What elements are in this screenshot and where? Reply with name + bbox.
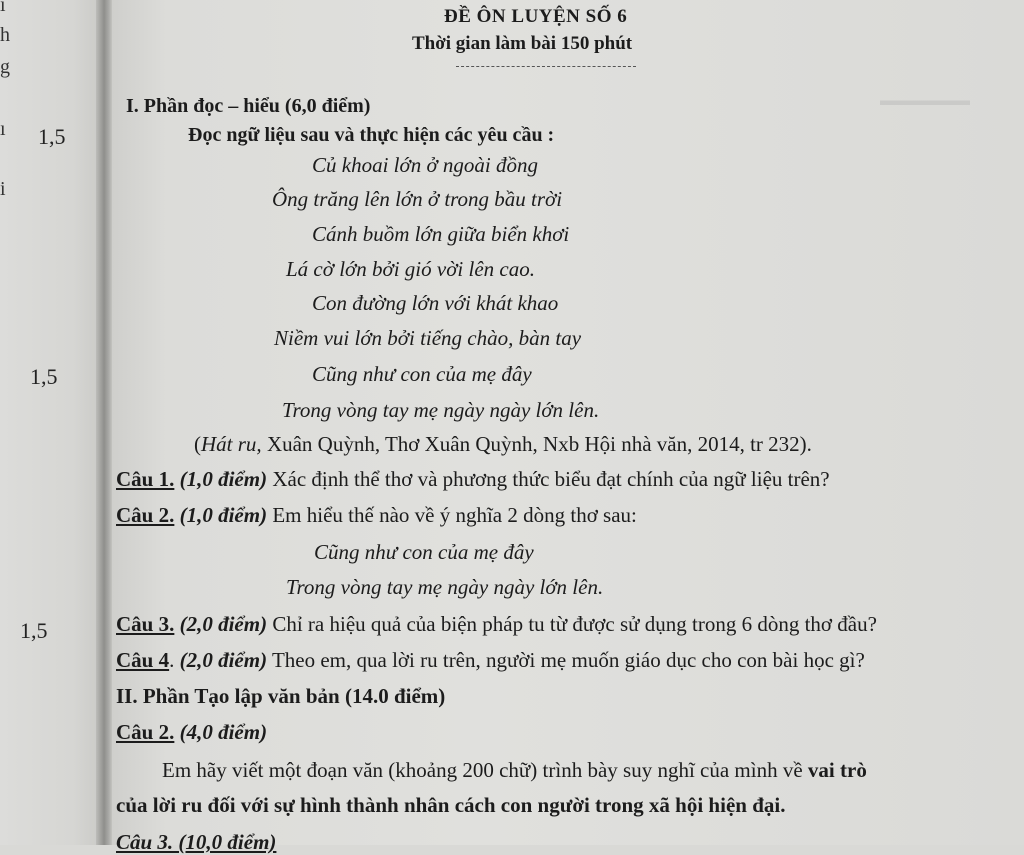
essay-prompt-bold: vai trò bbox=[807, 758, 867, 782]
question-points: (1,0 điểm) bbox=[174, 503, 268, 527]
question-points: (2,0 điểm) bbox=[174, 648, 268, 672]
margin-fragment: ı bbox=[0, 118, 6, 140]
quoted-line: Cũng như con của mẹ đây bbox=[314, 540, 534, 564]
poem-line: Cánh buồm lớn giữa biển khơi bbox=[312, 222, 570, 246]
next-question-partial bbox=[116, 830, 276, 855]
poem-line: Củ khoai lớn ở ngoài đồng bbox=[312, 153, 538, 177]
essay-prompt-text: Em hãy viết một đoạn văn (khoảng 200 chữ) trình bày suy nghĩ của mình về bbox=[162, 758, 808, 782]
title-divider bbox=[456, 66, 636, 67]
section-2-question bbox=[116, 720, 267, 745]
margin-fragment: g bbox=[0, 56, 10, 78]
citation-rest: Xuân Quỳnh, Thơ Xuân Quỳnh, Nxb Hội nhà văn, 2014, tr 232). bbox=[261, 432, 812, 456]
poem-line: Niềm vui lớn bởi tiếng chào, bàn tay bbox=[274, 326, 582, 350]
citation-work: Hát ru, bbox=[201, 432, 262, 456]
question-4 bbox=[116, 648, 865, 673]
margin-score: 1,5 bbox=[38, 124, 66, 149]
question-label: Câu 2. bbox=[116, 503, 175, 527]
question-1 bbox=[116, 467, 830, 492]
question-2 bbox=[116, 503, 637, 528]
question-points: (1,0 điểm) bbox=[174, 467, 268, 491]
margin-score: 1,5 bbox=[20, 618, 48, 643]
exam-subtitle: Thời gian làm bài 150 phút bbox=[412, 33, 633, 54]
citation-open: ( bbox=[194, 432, 201, 456]
exam-title: ĐỀ ÔN LUYỆN SỐ 6 bbox=[444, 6, 628, 27]
question-separator: . bbox=[169, 648, 175, 672]
essay-prompt-line-2: của lời ru đối với sự hình thành nhân cách con người trong xã hội hiện đại. bbox=[116, 793, 786, 817]
poem-line: Con đường lớn với khát khao bbox=[312, 291, 559, 315]
question-text: Em hiểu thế nào về ý nghĩa 2 dòng thơ sau: bbox=[267, 503, 637, 527]
question-points: (4,0 điểm) bbox=[174, 720, 268, 744]
poem-line: Lá cờ lớn bởi gió vời lên cao. bbox=[286, 257, 535, 281]
question-text: Chỉ ra hiệu quả của biện pháp tu từ được sử dụng trong 6 dòng thơ đầu? bbox=[267, 612, 877, 636]
instruction: Đọc ngữ liệu sau và thực hiện các yêu cầu : bbox=[188, 124, 555, 146]
question-text: Theo em, qua lời ru trên, người mẹ muốn giáo dục cho con bài học gì? bbox=[267, 648, 865, 672]
margin-fragment: ı bbox=[0, 0, 6, 16]
question-label: Câu 3. bbox=[116, 612, 175, 636]
quoted-line: Trong vòng tay mẹ ngày ngày lớn lên. bbox=[286, 575, 604, 599]
poem-line: Ông trăng lên lớn ở trong bầu trời bbox=[272, 187, 563, 211]
question-label: Câu 2. bbox=[116, 720, 175, 744]
margin-fragment: i bbox=[0, 178, 6, 200]
section-1-title: I. Phần đọc – hiểu (6,0 điểm) bbox=[126, 95, 371, 117]
question-text: Xác định thể thơ và phương thức biểu đạt chính của ngữ liệu trên? bbox=[267, 467, 830, 491]
question-label: Câu 4 bbox=[116, 648, 170, 672]
citation bbox=[194, 432, 812, 457]
poem-line: Cũng như con của mẹ đây bbox=[312, 362, 532, 386]
margin-score: 1,5 bbox=[30, 364, 58, 389]
question-label: Câu 1. bbox=[116, 467, 175, 491]
section-2-title: II. Phần Tạo lập văn bản (14.0 điểm) bbox=[116, 684, 446, 708]
question-label: Câu 3. (10,0 điểm) bbox=[116, 830, 277, 854]
essay-prompt-line-1 bbox=[162, 758, 867, 783]
question-3 bbox=[116, 612, 877, 637]
poem-line: Trong vòng tay mẹ ngày ngày lớn lên. bbox=[282, 398, 600, 422]
margin-fragment: h bbox=[0, 24, 10, 46]
show-through: ▬▬▬▬▬▬ bbox=[880, 92, 970, 109]
question-points: (2,0 điểm) bbox=[174, 612, 268, 636]
